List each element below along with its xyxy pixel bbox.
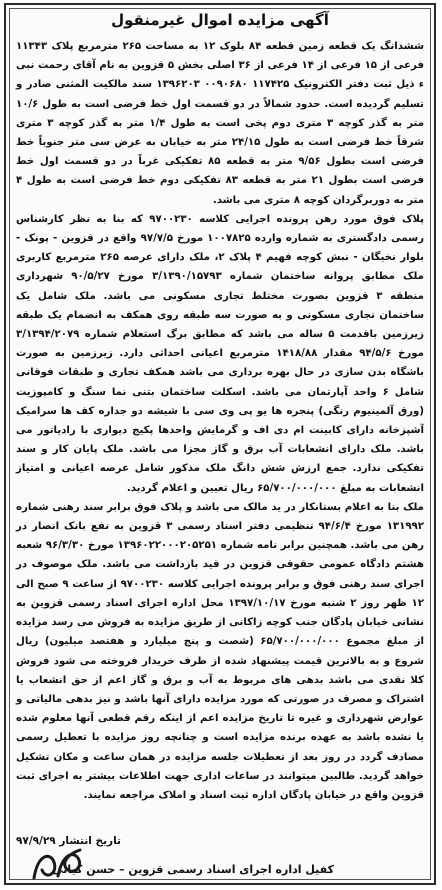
notice-frame [4, 3, 436, 885]
paragraph-property-description: ششدانگ یک قطعه زمین قطعه ۸۴ بلوک ۱۲ به مساحت ۲۶۵ مترمربع پلاک ۱۱۳۴۳ فرعی از ۱۵ فرعی از ۱۴ فرعی از ۳۶ اصلی بخش ۵ قزوین به نام آقای رحمت نبی ء ذیل ثبت دفتر الکترونیک ۱۱۷۴۲۵ ۰۰۹۰۶۸۰ ۱۳۹۶۲۰۳ سند مالکیت المثنی صادر و تسلیم گردیده است. حدود شمالاً در دو قسمت اول خط فرضی است به طول ۱۰/۶ متر به گذر کوچه ۳ متری دوم پخی است به طول ۱/۴ متر به گذر کوچه ۳ متری شرقاً خط فرضی است به طول ۲۴/۱۵ متر به خیابان به عرض سی متر جنوباً خط فرضی است بطول ۹/۵۶ متر به قطعه ۸۵ تفکیکی غرباً در دو قسمت اول خط فرضی است بطول ۲۱ متر به قطعه ۸۳ تفکیکی دوم خط فرضی است به طول ۴ متر به دوربرگردان کوچه ۸ متری می باشد. [16, 41, 425, 206]
paragraph-auction-terms: ملک بنا به اعلام بستانکار در ید مالک می باشد و پلاک فوق برابر سند رهنی شماره ۱۳۱۹۹۲ مورخ ۹۴/۶/۴ تنظیمی دفتر اسناد رسمی ۳ قزوین به نفع بانک انصار در رهن می باشد. همچنین برابر نامه شماره ۱۳۹۶۰۲۲۰۰۰۲۰۵۲۵۱ مورخ ۹۶/۳/۳۰ شعبه هشتم دادگاه عمومی حقوقی قزوین در قید بازداشت می باشد. ملک موصوف در اجرای سند رهنی فوق و برابر پرونده اجرایی کلاسه ۹۷۰۰۲۳۰ از ساعت ۹ صبح الی ۱۲ ظهر روز ۲ شنبه مورخ ۱۳۹۷/۱۰/۱۷ محل اداره اجرای اسناد رسمی قزوین به نشانی خیابان پادگان جنب کوچه زاکانی از طریق مزایده به فروش می رسد مزایده از مبلغ مجموع ۶۵/۷۰۰/۰۰۰/۰۰۰ (شصت و پنج میلیارد و هفتصد میلیون) ریال شروع و به بالاترین قیمت پیشنهاد شده از طرف خریدار فروخته می شود فروش کلا نقدی می باشد بدهی های مربوط به آب و برق و گاز اعم از حق انشعاب یا اشتراک و مصرف در صورتی که مورد مزایده دارای آنها باشد و نیز بدهی مالیاتی و عوارض شهرداری و غیره تا تاریخ مزایده اعم از اینکه رقم قطعی آنها معلوم شده یا نشده باشد به عهده برنده مزایده است و چنانچه روز مزایده با تعطیل رسمی مصادف گردد در روز بعد از تعطیلات جلسه مزایده در همان ساعت و مکان تشکیل خواهد گردید. طالبین میتوانند در ساعات اداری جهت اطلاعات بیشتر به اجرای ثبت قزوین واقع در خیابان پادگان اداره ثبت اسناد و املاک مراجعه نمایند. [16, 501, 424, 801]
paragraph-appraisal: پلاک فوق مورد رهن پرونده اجرایی کلاسه ۹۷۰۰۲۳۰ که بنا به نظر کارشناس رسمی دادگستری به شماره وارده ۱۰۰۷۸۲۵ مورخ ۹۷/۷/۵ واقع در قزوین - پونک - بلوار نخیگان - نبش کوچه فهیم ۴ پلاک ۲، ملک دارای عرصه ۲۶۵ مترمربع کاربری ملک مطابق پروانه ساختمان شماره ۳/۱۳۹۰/۱۵۷۹۳ مورخ ۹۰/۵/۲۷ شهرداری منطقه ۳ قزوین بصورت مختلط تجاری مسکونی می باشد. ملک شامل یک ساختمان تجاری مسکونی و به صورت سه طبقه روی همکف به انضمام یک طبقه زیرزمین باقدمت ۵ ساله می باشد که مطابق برگ استعلام شماره ۳/۱۳۹۴/۲۰۷۹ مورخ ۹۴/۵/۶ مقدار ۱۴۱۸/۸۸ مترمربع اعیانی احداثی دارد. زیرزمین به صورت باشگاه بدن سازی در حال بهره برداری می باشد همکف تجاری و طبقات فوقانی شامل ۶ واحد آپارتمان می باشد. اسکلت ساختمان بتنی نما سنگ و کامپوزیت (ورق آلمینیوم رنگی) پنجره ها یو پی وی سی با شیشه دو جداره کف ها سرامیک آشپزخانه دارای کابینت ام دی اف و گرمایش واحدها پکیج دیواری با رادیاتور می باشد. ملک دارای انشعابات آب برق و گاز مجزا می باشد. ملک پایان کار و سند تفکیکی ندارد. جمع ارزش شش دانگ ملک مذکور شامل عرصه اعیانی و امتیاز انشعابات به مبلغ ۶۵/۷۰۰/۰۰۰/۰۰۰ ریال تعیین و اعلام گردید. [16, 213, 424, 494]
notice-title: آگهی مزایده اموال غیرمنقول [111, 11, 329, 29]
signature-line: کفیل اداره اجرای اسناد رسمی قزوین – حسن کیائی [52, 863, 334, 876]
publish-date: تاریخ انتشار ۹۷/۹/۲۹ [16, 835, 121, 847]
handwritten-number-stamp [28, 840, 88, 890]
notice-body [16, 37, 424, 805]
